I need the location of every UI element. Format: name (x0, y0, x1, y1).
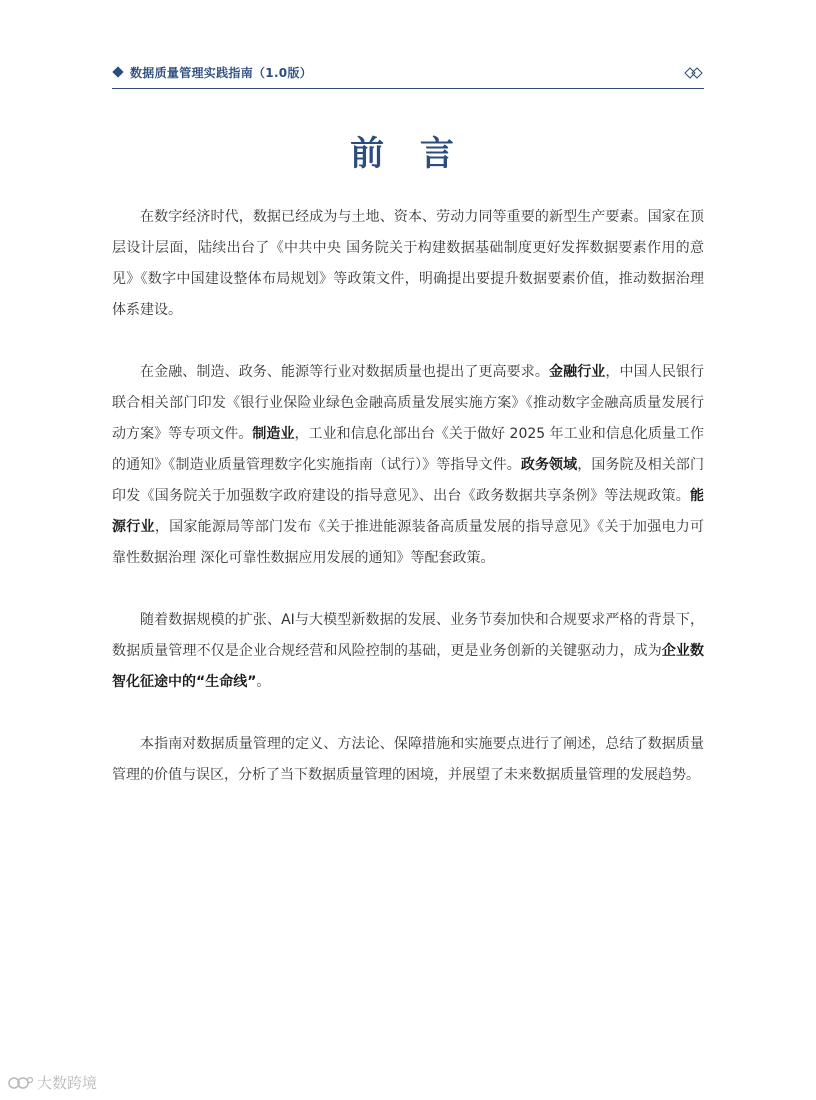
header-title: 数据质量管理实践指南（1.0版） (130, 66, 313, 80)
bold-phrase: 企业数智化征途中的“生命线” (112, 643, 705, 690)
text-segment: ，国家能源局等部门发布《关于推进能源装备高质量发展的指导意见》《关于加强电力可靠性数据治理 深化可靠性数据应用发展的通知》等配套政策。 (112, 519, 705, 566)
running-header (112, 64, 704, 89)
bold-phrase: 制造业 (252, 426, 295, 442)
paragraph (112, 357, 704, 574)
text-segment: 在数字经济时代，数据已经成为与土地、资本、劳动力同等重要的新型生产要素。国家在顶层设计层面，陆续出台了《中共中央 国务院关于构建数据基础制度更好发挥数据要素作用的意见》《数字中国建设整体布局规划》等政策文件，明确提出要提升数据要素价值，推动数据治理体系建设。 (112, 209, 704, 318)
text-segment: 。 (256, 674, 271, 690)
paragraph (112, 729, 704, 791)
watermark-text: 大数跨境 (37, 1074, 98, 1092)
text-segment: ，中国人民银行联合相关部门印发《银行业保险业绿色金融高质量发展实施方案》《推动数字金融高质量发展行动方案》等专项文件。 (112, 364, 705, 442)
page-title: 前 言 (350, 134, 466, 174)
text-segment: 随着数据规模的扩张、AI与大模型新数据的发展、业务节奏加快和合规要求严格的背景下，数据质量管理不仅是企业合规经营和风险控制的基础，更是业务创新的关键驱动力，成为 (112, 612, 704, 659)
text-segment: 在金融、制造、政务、能源等行业对数据质量也提出了更高要求。 (140, 364, 549, 380)
paragraph (112, 605, 704, 698)
bold-phrase: 金融行业 (548, 364, 606, 380)
text-segment: ，工业和信息化部出台《关于做好 2025 年工业和信息化质量工作的通知》《制造业质量管理数字化实施指南（试行）》等指导文件。 (112, 426, 705, 473)
watermark (8, 1072, 97, 1093)
paragraph (112, 202, 704, 326)
bold-phrase: 能源行业 (112, 488, 704, 535)
text-segment: ，国务院及相关部门印发《国务院关于加强数字政府建设的指导意见》、出台《政务数据共享条例》等法规政策。 (112, 457, 705, 504)
text-segment: 本指南对数据质量管理的定义、方法论、保障措施和实施要点进行了阐述，总结了数据质量管理的价值与误区，分析了当下数据质量管理的困境，并展望了未来数据质量管理的发展趋势。 (112, 736, 704, 783)
diamond-icon (112, 66, 123, 77)
bold-phrase: 政务领域 (520, 457, 578, 473)
body-text (112, 202, 704, 822)
brand-logo-icon (8, 1075, 34, 1091)
double-diamond-icon (684, 66, 704, 80)
